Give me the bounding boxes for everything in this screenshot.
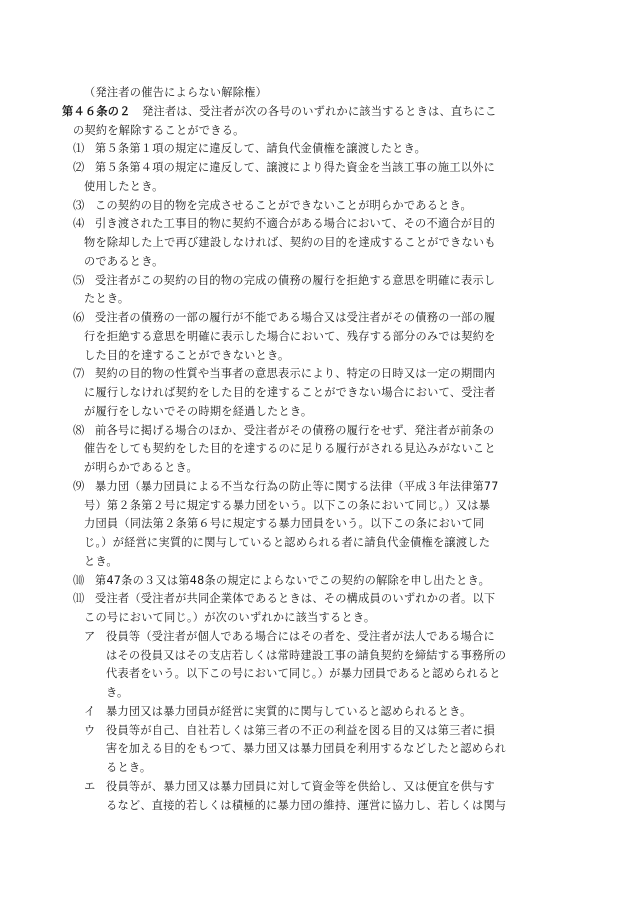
list-item xyxy=(62,272,584,310)
list-item-text: 行を拒絶する意思を明確に表示した場合において、残存する部分のみでは契約を xyxy=(84,329,496,343)
list-item-text: この契約の目的物を完成させることができないことが明らかであるとき。 xyxy=(95,198,472,212)
article-caption: （発注者の催告によらない解除権） xyxy=(84,86,268,99)
sub-item-number: イ xyxy=(84,704,96,718)
list-item-line xyxy=(62,178,584,197)
sub-item-text: るなど、直接的若しくは積極的に暴力団の維持、運営に協力し、若しくは関与 xyxy=(106,798,507,812)
sub-item-text: 暴力団又は暴力団員が経営に実質的に関与していると認められるとき。 xyxy=(106,704,472,718)
list-item-line xyxy=(62,440,584,459)
list-item-line xyxy=(62,422,584,441)
list-item-line xyxy=(62,515,584,534)
list-item-number: ⑶ xyxy=(73,198,85,212)
list-item-number: ⑹ xyxy=(73,311,85,324)
sub-item xyxy=(62,778,584,816)
sub-item xyxy=(62,703,584,722)
list-item-text: 号）第２条第２号に規定する暴力団をいう。以下この条において同じ。）又は暴 xyxy=(84,498,491,512)
list-item-line xyxy=(62,553,584,572)
sub-item-line xyxy=(62,722,584,741)
list-item-text: 第47条の３又は第48条の規定によらないでこの契約の解除を申し出たとき。 xyxy=(95,573,491,587)
list-item-line xyxy=(62,572,584,591)
list-item-line xyxy=(62,365,584,384)
sub-item-line xyxy=(62,647,584,666)
sub-item-line xyxy=(62,628,584,647)
list-item-text: が履行をしないでその時期を経過したとき。 xyxy=(84,404,313,418)
list-item xyxy=(62,590,584,628)
list-item-line xyxy=(62,253,584,272)
item-list xyxy=(62,140,584,628)
list-item-line xyxy=(62,534,584,553)
list-item-line xyxy=(62,403,584,422)
list-item-text: 力団員（同法第２条第６号に規定する暴力団員をいう。以下この条において同 xyxy=(84,517,485,531)
list-item-line xyxy=(62,159,584,178)
list-item-line xyxy=(62,590,584,609)
sub-item xyxy=(62,628,584,703)
list-item-text: のであるとき。 xyxy=(84,254,164,268)
list-item-text: 引き渡された工事目的物に契約不適合がある場合において、その不適合が目的 xyxy=(95,217,496,231)
list-item-line xyxy=(62,272,584,291)
sub-item-text: 役員等（受注者が個人である場合にはその者を、受注者が法人である場合に xyxy=(106,629,495,643)
sub-item-line xyxy=(62,703,584,722)
list-item xyxy=(62,365,584,421)
list-item-line xyxy=(62,328,584,347)
list-item xyxy=(62,422,584,478)
list-item-line xyxy=(62,140,584,159)
list-item-line xyxy=(62,459,584,478)
list-item-number: ⑻ xyxy=(73,423,85,437)
list-item-text: した目的を達することができないとき。 xyxy=(84,348,290,362)
sub-item-text: 害を加える目的をもつて、暴力団又は暴力団員を利用するなどしたと認められ xyxy=(106,742,507,756)
list-item-text: 暴力団（暴力団員による不当な行為の防止等に関する法律（平成３年法律第77 xyxy=(95,479,499,493)
sub-item-text: 代表者をいう。以下この号において同じ。）が暴力団員であると認められると xyxy=(106,667,501,681)
list-item xyxy=(62,478,584,572)
list-item-text: 物を除却した上で再び建設しなければ、契約の目的を達成することができないも xyxy=(84,236,496,249)
list-item-text: 受注者がこの契約の目的物の完成の債務の履行を拒絶する意思を明確に表示し xyxy=(95,273,496,287)
sub-item-text: 役員等が、暴力団又は暴力団員に対して資金等を供給し、又は便宜を供与す xyxy=(106,779,495,793)
list-item-text: 第５条第１項の規定に違反して、請負代金債権を譲渡したとき。 xyxy=(95,142,427,156)
list-item-number: ⑴ xyxy=(73,142,85,156)
list-item-line xyxy=(62,478,584,497)
list-item xyxy=(62,309,584,365)
list-item-text: に履行しなければ契約をした目的を達することができない場合において、受注者 xyxy=(84,386,496,399)
article-heading-line xyxy=(62,103,584,122)
list-item-line xyxy=(62,290,584,309)
list-item-text: が明らかであるとき。 xyxy=(84,461,198,474)
list-item-number: ⑼ xyxy=(73,479,85,493)
list-item xyxy=(62,572,584,591)
sub-item-text: き。 xyxy=(106,686,129,699)
sub-item-text: るとき。 xyxy=(106,761,152,774)
list-item-text: 前各号に掲げる場合のほか、受注者がその債務の履行をせず、発注者が前条の xyxy=(95,423,495,437)
sub-item-line xyxy=(62,778,584,797)
list-item-line xyxy=(62,309,584,328)
sub-item-line xyxy=(62,759,584,778)
list-item-text: とき。 xyxy=(84,554,118,568)
list-item-number: ⑺ xyxy=(73,367,85,381)
list-item-text: 契約の目的物の性質や当事者の意思表示により、特定の日時又は一定の期間内 xyxy=(95,367,496,381)
list-item-line xyxy=(62,197,584,216)
sub-item-line xyxy=(62,740,584,759)
sub-item-text: はその役員又はその支店若しくは常時建設工事の請負契約を締結する事務所の xyxy=(106,648,507,662)
list-item-number: ⑵ xyxy=(73,161,85,174)
list-item-line xyxy=(62,497,584,516)
list-item-number: ⑸ xyxy=(73,273,85,287)
sub-item xyxy=(62,722,584,778)
sub-item-number: エ xyxy=(84,779,96,793)
list-item-line xyxy=(62,234,584,253)
sub-item-line xyxy=(62,797,584,816)
list-item-text: たとき。 xyxy=(84,292,130,306)
sub-item-number: ア xyxy=(84,629,96,643)
subitem-list xyxy=(62,628,584,816)
article-text-line: 発注者は、受注者が次の各号のいずれかに該当するときは、直ちにこ xyxy=(130,104,497,118)
sub-item-line xyxy=(62,665,584,684)
sub-item-text: 役員等が自己、自社若しくは第三者の不正の利益を図る目的又は第三者に損 xyxy=(106,723,495,737)
list-item-line xyxy=(62,215,584,234)
list-item xyxy=(62,159,584,197)
list-item xyxy=(62,140,584,159)
list-item-line xyxy=(62,609,584,628)
list-item-text: 使用したとき。 xyxy=(84,179,164,193)
article-number: 第４６条の２ xyxy=(62,104,131,118)
sub-item-number: ウ xyxy=(84,723,96,737)
list-item xyxy=(62,215,584,271)
list-item-text: この号において同じ。）が次のいずれかに該当するとき。 xyxy=(84,611,376,624)
list-item-text: じ。）が経営に実質的に関与していると認められる者に請負代金債権を譲渡した xyxy=(84,536,491,549)
sub-item-line xyxy=(62,684,584,703)
list-item xyxy=(62,197,584,216)
list-item-text: 催告をしても契約をした目的を達するのに足りる履行がされる見込みがないこと xyxy=(84,442,496,456)
article-text-line: の契約を解除することができる。 xyxy=(73,123,245,137)
article-46-2 xyxy=(62,84,584,815)
list-item-text: 受注者の債務の一部の履行が不能である場合又は受注者がその債務の一部の履 xyxy=(95,311,496,324)
list-item-number: ⑽ xyxy=(73,573,85,587)
list-item-line xyxy=(62,347,584,366)
list-item-number: ⑷ xyxy=(73,217,85,231)
list-item-line xyxy=(62,384,584,403)
list-item-text: 受注者（受注者が共同企業体であるときは、その構成員のいずれかの者。以下 xyxy=(95,592,496,606)
list-item-number: ⑾ xyxy=(73,592,85,606)
list-item-text: 第５条第４項の規定に違反して、譲渡により得た資金を当該工事の施工以外に xyxy=(95,161,496,174)
